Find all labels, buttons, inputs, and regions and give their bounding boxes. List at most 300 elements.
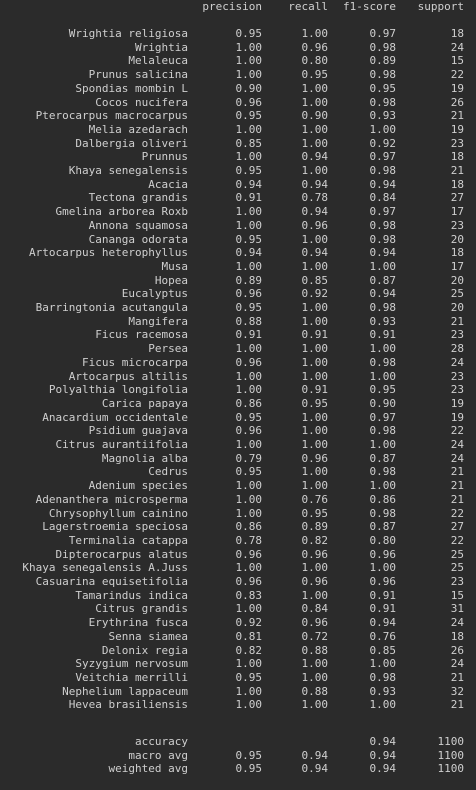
table-row <box>0 507 476 521</box>
row-f1-score: 1.00 <box>369 122 396 136</box>
row-recall: 1.00 <box>301 342 328 356</box>
row-support: 23 <box>450 218 464 232</box>
row-f1-score: 0.80 <box>369 533 396 547</box>
table-row <box>0 233 476 247</box>
row-precision: 0.79 <box>235 451 262 465</box>
row-f1-score: 1.00 <box>369 657 396 671</box>
row-recall: 0.94 <box>301 205 328 219</box>
row-recall: 0.95 <box>301 396 328 410</box>
table-row <box>0 301 476 315</box>
row-support: 1100 <box>437 735 464 748</box>
row-recall: 1.00 <box>301 95 328 109</box>
row-label: Mangifera <box>128 314 188 328</box>
row-recall: 1.00 <box>301 301 328 314</box>
row-label: Spondias mombin L <box>75 81 188 95</box>
row-precision: 1.00 <box>235 492 262 506</box>
table-row <box>0 602 476 616</box>
row-label: Terminalia catappa <box>68 533 188 547</box>
row-support: 21 <box>450 492 464 506</box>
row-recall: 1.00 <box>301 561 328 575</box>
row-support: 17 <box>450 205 464 219</box>
table-row <box>0 191 476 205</box>
row-precision: 0.85 <box>235 136 262 150</box>
row-support: 21 <box>450 698 464 712</box>
row-label: Cocos nucifera <box>95 95 188 109</box>
row-recall: 0.85 <box>301 273 328 287</box>
row-f1-score: 0.98 <box>369 218 396 232</box>
row-label: Khaya senegalensis A.Juss <box>22 561 188 575</box>
row-support: 1100 <box>437 748 464 762</box>
table-row <box>0 178 476 192</box>
row-precision: 1.00 <box>235 218 262 232</box>
row-support: 23 <box>450 575 464 588</box>
row-label: Cedrus <box>148 465 188 479</box>
row-support: 25 <box>450 287 464 301</box>
row-support: 22 <box>450 533 464 547</box>
row-f1-score: 0.93 <box>369 109 396 123</box>
row-precision: 1.00 <box>235 698 262 712</box>
row-support: 19 <box>450 410 464 424</box>
row-support: 24 <box>450 40 464 54</box>
row-f1-score: 0.93 <box>369 314 396 328</box>
row-label: Tectona grandis <box>88 191 188 205</box>
row-f1-score: 0.98 <box>369 355 396 369</box>
row-recall: 1.00 <box>301 657 328 671</box>
summary-row <box>0 762 476 776</box>
row-label: Anacardium occidentale <box>42 410 188 424</box>
row-support: 24 <box>450 657 464 671</box>
table-row <box>0 287 476 301</box>
row-label: Adenium species <box>88 479 188 493</box>
row-support: 27 <box>450 191 464 205</box>
row-recall: 0.88 <box>301 684 328 698</box>
row-support: 22 <box>450 506 464 520</box>
table-row <box>0 561 476 575</box>
row-f1-score: 0.89 <box>369 54 396 68</box>
table-row <box>0 589 476 603</box>
row-f1-score: 1.00 <box>369 259 396 273</box>
row-label: Wrightia religiosa <box>68 27 188 40</box>
row-recall: 0.92 <box>301 287 328 301</box>
row-f1-score: 0.93 <box>369 684 396 698</box>
row-f1-score: 0.86 <box>369 492 396 506</box>
row-precision: 0.96 <box>235 424 262 438</box>
row-recall: 1.00 <box>301 670 328 684</box>
row-support: 19 <box>450 81 464 95</box>
row-label: Adenanthera microsperma <box>35 492 188 506</box>
row-recall: 1.00 <box>301 438 328 451</box>
row-f1-score: 0.94 <box>369 246 396 260</box>
row-precision: 1.00 <box>235 205 262 219</box>
row-recall: 1.00 <box>301 122 328 136</box>
row-f1-score: 0.96 <box>369 547 396 561</box>
table-row <box>0 411 476 425</box>
row-recall: 1.00 <box>301 369 328 383</box>
row-f1-score: 0.97 <box>369 150 396 164</box>
row-f1-score: 0.96 <box>369 575 396 588</box>
row-f1-score: 0.85 <box>369 643 396 657</box>
row-recall: 1.00 <box>301 27 328 40</box>
row-support: 28 <box>450 342 464 356</box>
row-label: Citrus aurantiifolia <box>55 438 188 451</box>
row-recall: 1.00 <box>301 232 328 246</box>
row-support: 26 <box>450 643 464 657</box>
row-f1-score: 0.94 <box>369 616 396 630</box>
header-support: support <box>417 0 464 13</box>
row-recall: 0.95 <box>301 68 328 82</box>
row-label: Wrightia <box>135 40 188 54</box>
table-row <box>0 274 476 288</box>
row-precision: 0.92 <box>235 616 262 630</box>
row-precision: 0.96 <box>235 547 262 561</box>
row-f1-score: 0.97 <box>369 410 396 424</box>
summary-row <box>0 735 476 749</box>
row-precision: 1.00 <box>235 657 262 671</box>
row-precision: 0.95 <box>235 670 262 684</box>
row-support: 25 <box>450 561 464 575</box>
row-recall: 1.00 <box>301 259 328 273</box>
row-label: Khaya senegalensis <box>68 164 188 177</box>
table-row <box>0 520 476 534</box>
row-support: 18 <box>450 629 464 643</box>
row-recall: 1.00 <box>301 81 328 95</box>
row-precision: 0.83 <box>235 588 262 602</box>
row-precision: 1.00 <box>235 561 262 575</box>
row-f1-score: 0.98 <box>369 40 396 54</box>
row-label: Gmelina arborea Roxb <box>55 205 188 219</box>
row-f1-score: 0.98 <box>369 232 396 246</box>
row-label: Delonix regia <box>101 643 188 657</box>
row-support: 23 <box>450 369 464 383</box>
row-recall: 1.00 <box>301 410 328 424</box>
row-precision: 0.94 <box>235 246 262 260</box>
row-support: 22 <box>450 424 464 438</box>
row-f1-score: 0.87 <box>369 273 396 287</box>
row-f1-score: 0.98 <box>369 164 396 177</box>
row-label: Prunnus <box>141 150 188 164</box>
row-precision: 0.96 <box>235 575 262 588</box>
row-recall: 0.94 <box>301 762 328 776</box>
row-recall: 0.91 <box>301 328 328 342</box>
row-support: 23 <box>450 136 464 150</box>
row-f1-score: 0.87 <box>369 520 396 534</box>
row-precision: 1.00 <box>235 150 262 164</box>
row-f1-score: 0.84 <box>369 191 396 205</box>
table-row <box>0 328 476 342</box>
row-precision: 0.81 <box>235 629 262 643</box>
row-support: 21 <box>450 109 464 123</box>
row-recall: 1.00 <box>301 136 328 150</box>
table-row <box>0 630 476 644</box>
row-label: Artocarpus altilis <box>68 369 188 383</box>
row-label: weighted avg <box>108 762 188 776</box>
row-label: Artocarpus heterophyllus <box>29 246 188 260</box>
row-precision: 0.91 <box>235 191 262 205</box>
row-recall: 1.00 <box>301 355 328 369</box>
row-recall: 1.00 <box>301 164 328 177</box>
row-label: Magnolia alba <box>101 451 188 465</box>
row-precision: 0.95 <box>235 762 262 776</box>
row-support: 18 <box>450 246 464 260</box>
row-recall: 0.94 <box>301 150 328 164</box>
row-support: 24 <box>450 616 464 630</box>
table-row <box>0 137 476 151</box>
row-recall: 1.00 <box>301 479 328 493</box>
row-recall: 0.96 <box>301 547 328 561</box>
row-recall: 0.82 <box>301 533 328 547</box>
table-row <box>0 356 476 370</box>
row-recall: 0.96 <box>301 218 328 232</box>
row-precision: 1.00 <box>235 122 262 136</box>
row-f1-score: 0.94 <box>369 177 396 191</box>
row-recall: 0.84 <box>301 602 328 616</box>
row-support: 20 <box>450 273 464 287</box>
row-label: Casuarina equisetifolia <box>35 575 188 588</box>
table-row <box>0 685 476 699</box>
row-support: 15 <box>450 54 464 68</box>
row-precision: 1.00 <box>235 54 262 68</box>
table-row <box>0 123 476 137</box>
row-f1-score: 1.00 <box>369 438 396 451</box>
row-precision: 0.86 <box>235 396 262 410</box>
row-support: 23 <box>450 328 464 342</box>
row-support: 18 <box>450 177 464 191</box>
table-row <box>0 54 476 68</box>
row-precision: 0.94 <box>235 177 262 191</box>
header-f1-score: f1-score <box>343 0 396 13</box>
table-row <box>0 548 476 562</box>
row-support: 31 <box>450 602 464 616</box>
row-precision: 0.96 <box>235 287 262 301</box>
row-precision: 0.90 <box>235 81 262 95</box>
row-label: Citrus grandis <box>95 602 188 616</box>
row-support: 24 <box>450 451 464 465</box>
row-recall: 1.00 <box>301 424 328 438</box>
row-recall: 0.91 <box>301 383 328 397</box>
row-f1-score: 0.90 <box>369 396 396 410</box>
table-row <box>0 698 476 712</box>
row-f1-score: 0.76 <box>369 629 396 643</box>
table-row <box>0 616 476 630</box>
row-precision: 0.95 <box>235 27 262 40</box>
row-support: 24 <box>450 438 464 451</box>
row-label: Persea <box>148 342 188 356</box>
row-f1-score: 0.98 <box>369 301 396 314</box>
summary-row <box>0 749 476 763</box>
row-precision: 0.78 <box>235 533 262 547</box>
row-label: Annona squamosa <box>88 218 188 232</box>
row-recall: 1.00 <box>301 698 328 712</box>
row-precision: 0.95 <box>235 232 262 246</box>
row-label: Dalbergia oliveri <box>75 136 188 150</box>
table-row <box>0 68 476 82</box>
row-label: Lagerstroemia speciosa <box>42 520 188 534</box>
row-recall: 1.00 <box>301 465 328 479</box>
row-label: Dipterocarpus alatus <box>55 547 188 561</box>
row-label: macro avg <box>128 748 188 762</box>
row-f1-score: 1.00 <box>369 479 396 493</box>
row-support: 19 <box>450 122 464 136</box>
row-recall: 1.00 <box>301 314 328 328</box>
row-precision: 1.00 <box>235 479 262 493</box>
row-f1-score: 0.87 <box>369 451 396 465</box>
row-f1-score: 0.97 <box>369 205 396 219</box>
row-support: 21 <box>450 670 464 684</box>
row-f1-score: 0.92 <box>369 136 396 150</box>
row-label: Ficus racemosa <box>95 328 188 342</box>
table-row <box>0 452 476 466</box>
row-label: Melia azedarach <box>88 122 188 136</box>
row-precision: 1.00 <box>235 506 262 520</box>
table-row <box>0 109 476 123</box>
table-row <box>0 164 476 178</box>
row-f1-score: 0.98 <box>369 95 396 109</box>
table-row <box>0 370 476 384</box>
row-label: Cananga odorata <box>88 232 188 246</box>
row-support: 15 <box>450 588 464 602</box>
row-recall: 0.76 <box>301 492 328 506</box>
row-support: 26 <box>450 95 464 109</box>
row-support: 23 <box>450 383 464 397</box>
row-precision: 0.95 <box>235 109 262 123</box>
row-label: Syzygium nervosum <box>75 657 188 671</box>
row-f1-score: 0.98 <box>369 424 396 438</box>
row-f1-score: 0.94 <box>369 287 396 301</box>
row-label: Carica papaya <box>101 396 188 410</box>
table-row <box>0 96 476 110</box>
row-recall: 0.94 <box>301 177 328 191</box>
table-row <box>0 671 476 685</box>
row-recall: 0.88 <box>301 643 328 657</box>
table-row <box>0 493 476 507</box>
row-precision: 1.00 <box>235 383 262 397</box>
table-row <box>0 205 476 219</box>
row-precision: 1.00 <box>235 438 262 451</box>
table-row <box>0 575 476 589</box>
row-support: 21 <box>450 479 464 493</box>
row-precision: 1.00 <box>235 684 262 698</box>
row-support: 22 <box>450 68 464 82</box>
row-f1-score: 0.98 <box>369 670 396 684</box>
table-row <box>0 397 476 411</box>
row-recall: 0.96 <box>301 40 328 54</box>
row-f1-score: 0.94 <box>369 735 396 748</box>
row-recall: 0.78 <box>301 191 328 205</box>
table-row <box>0 260 476 274</box>
row-recall: 0.90 <box>301 109 328 123</box>
row-label: Senna siamea <box>108 629 188 643</box>
row-precision: 1.00 <box>235 40 262 54</box>
row-label: Melaleuca <box>128 54 188 68</box>
table-row <box>0 438 476 452</box>
table-row <box>0 534 476 548</box>
row-label: Barringtonia acutangula <box>35 301 188 314</box>
row-label: Hevea brasiliensis <box>68 698 188 712</box>
row-support: 25 <box>450 547 464 561</box>
row-support: 18 <box>450 150 464 164</box>
row-recall: 0.89 <box>301 520 328 534</box>
table-row <box>0 219 476 233</box>
row-label: Pterocarpus macrocarpus <box>35 109 188 123</box>
row-precision: 0.86 <box>235 520 262 534</box>
row-f1-score: 1.00 <box>369 698 396 712</box>
table-row <box>0 41 476 55</box>
row-precision: 0.95 <box>235 164 262 177</box>
table-row <box>0 315 476 329</box>
table-row <box>0 657 476 671</box>
report-header <box>0 0 476 14</box>
table-row <box>0 644 476 658</box>
table-row <box>0 150 476 164</box>
row-precision: 0.89 <box>235 273 262 287</box>
table-row <box>0 383 476 397</box>
row-label: Acacia <box>148 177 188 191</box>
header-recall: recall <box>288 0 328 13</box>
row-label: Erythrina fusca <box>88 616 188 630</box>
table-row <box>0 424 476 438</box>
row-label: Prunus salicina <box>88 68 188 82</box>
row-f1-score: 0.98 <box>369 68 396 82</box>
row-recall: 0.96 <box>301 616 328 630</box>
row-support: 1100 <box>437 762 464 776</box>
row-support: 19 <box>450 396 464 410</box>
row-f1-score: 1.00 <box>369 369 396 383</box>
row-precision: 0.91 <box>235 328 262 342</box>
table-row <box>0 27 476 41</box>
row-recall: 0.94 <box>301 246 328 260</box>
row-f1-score: 0.95 <box>369 383 396 397</box>
row-precision: 1.00 <box>235 342 262 356</box>
row-label: Nephelium lappaceum <box>62 684 188 698</box>
table-row <box>0 479 476 493</box>
row-precision: 0.95 <box>235 301 262 314</box>
row-precision: 1.00 <box>235 369 262 383</box>
row-precision: 0.96 <box>235 355 262 369</box>
row-precision: 0.95 <box>235 748 262 762</box>
row-f1-score: 1.00 <box>369 561 396 575</box>
row-f1-score: 0.91 <box>369 588 396 602</box>
row-precision: 1.00 <box>235 259 262 273</box>
row-f1-score: 0.91 <box>369 602 396 616</box>
row-recall: 0.95 <box>301 506 328 520</box>
row-precision: 0.95 <box>235 465 262 479</box>
row-label: Veitchia merrilli <box>75 670 188 684</box>
row-support: 20 <box>450 301 464 314</box>
row-recall: 0.94 <box>301 748 328 762</box>
row-recall: 0.96 <box>301 451 328 465</box>
header-precision: precision <box>202 0 262 13</box>
table-row <box>0 246 476 260</box>
row-f1-score: 0.98 <box>369 465 396 479</box>
row-support: 24 <box>450 355 464 369</box>
row-precision: 0.82 <box>235 643 262 657</box>
row-support: 21 <box>450 164 464 177</box>
table-row <box>0 82 476 96</box>
table-row <box>0 465 476 479</box>
row-f1-score: 0.94 <box>369 748 396 762</box>
row-label: Polyalthia longifolia <box>48 383 188 397</box>
row-label: Ficus microcarpa <box>82 355 188 369</box>
row-precision: 1.00 <box>235 68 262 82</box>
row-f1-score: 0.97 <box>369 27 396 40</box>
row-support: 32 <box>450 684 464 698</box>
row-f1-score: 0.94 <box>369 762 396 776</box>
row-precision: 0.88 <box>235 314 262 328</box>
row-recall: 0.96 <box>301 575 328 588</box>
row-precision: 0.96 <box>235 95 262 109</box>
row-label: Chrysophyllum cainino <box>48 506 188 520</box>
row-label: Eucalyptus <box>121 287 188 301</box>
